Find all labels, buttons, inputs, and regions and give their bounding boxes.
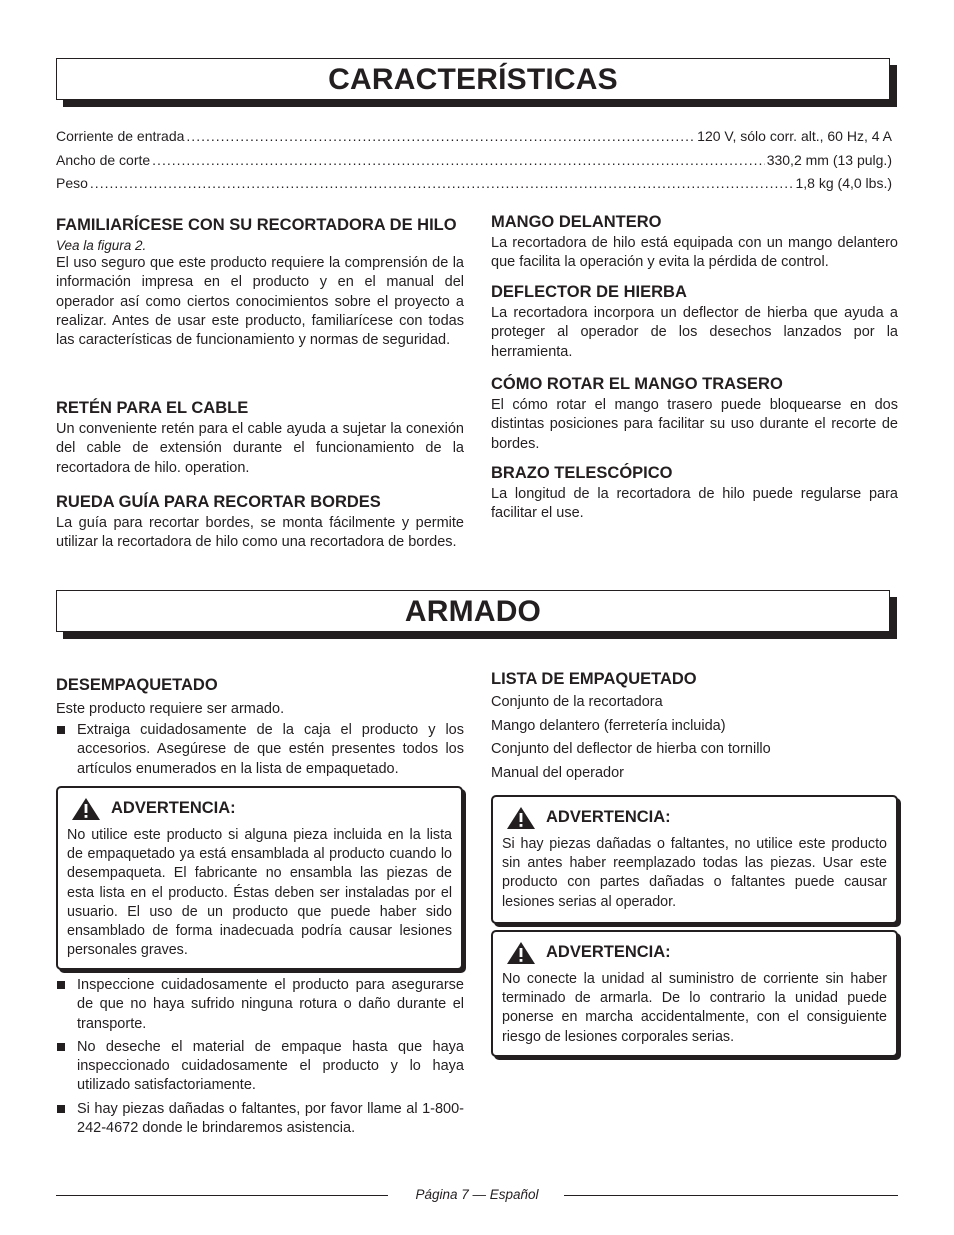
inspection-bullets	[56, 976, 464, 1142]
desempaquetado-heading: DESEMPAQUETADO	[56, 676, 218, 694]
deflector-section	[491, 281, 898, 362]
reten-heading: RETÉN PARA EL CABLE	[56, 399, 249, 417]
figure-reference: Vea la figura 2.	[56, 238, 147, 253]
lista-section	[491, 668, 898, 785]
lista-heading: LISTA DE EMPAQUETADO	[491, 670, 697, 688]
spec-row	[56, 175, 892, 199]
mango-section	[491, 211, 898, 273]
leader-dots	[152, 152, 765, 168]
spec-label: Ancho de corte	[56, 151, 151, 168]
brazo-section	[491, 462, 898, 524]
warning-header	[67, 796, 452, 822]
warning-box	[491, 795, 898, 924]
brazo-heading: BRAZO TELESCÓPICO	[491, 464, 673, 482]
warning-header	[502, 805, 887, 831]
list-item: Inspeccione cuidadosamente el producto para asegurarse de que no haya sufrido ninguna rotura o daño durante el transporte.	[56, 976, 464, 1034]
spec-label: Corriente de entrada	[56, 128, 185, 144]
footer-text-wrap	[56, 1185, 898, 1205]
warning-body: No utilice este producto si alguna pieza incluida en la lista de empaquetado ya está ensamblada al producto cuando lo desempaqueta. El fabricante no ensambla las piezas de esta lista en el producto. Éstas deben ser instaladas por el usuario. El uso de un producto que puede haber sido ensamblado de forma inadecuada podría causar lesiones personales graves.	[67, 827, 452, 959]
reten-section	[56, 397, 464, 478]
warning-triangle-icon	[506, 806, 536, 830]
lista-item: Conjunto del deflector de hierba con tornillo	[491, 741, 771, 757]
warning-body: No conecte la unidad al suministro de corriente sin haber terminado de armarla. De lo contrario la unidad puede ponerse en marcha accidentalmente, con el consiguiente riesgo de lesiones corporales serias.	[502, 971, 887, 1045]
rueda-body: La guía para recortar bordes, se monta fácilmente y permite utilizar la recortadora de hilo como una recortadora de bordes.	[56, 515, 464, 551]
mango-heading: MANGO DELANTERO	[491, 213, 662, 231]
deflector-body: La recortadora incorpora un deflector de hierba que ayuda a proteger al operador de los desechos lanzados por la herramienta.	[491, 305, 898, 360]
brazo-body: La longitud de la recortadora de hilo puede regularse para facilitar el use.	[491, 486, 898, 522]
rueda-section	[56, 491, 464, 553]
specs-list	[56, 128, 892, 199]
leader-dots	[186, 128, 695, 144]
list-item: Extraiga cuidadosamente de la caja el producto y los accesorios. Asegúrese de que estén presentes todos los artículos enumerados en la lista de empaquetado.	[56, 721, 464, 779]
lista-item: Manual del operador	[491, 764, 625, 781]
list-item: Si hay piezas dañadas o faltantes, por favor llame al 1-800-242-4672 donde le brindaremos asistencia.	[56, 1100, 464, 1139]
rotar-heading: CÓMO ROTAR EL MANGO TRASERO	[491, 375, 783, 393]
desempaquetado-intro: Este producto requiere ser armado.	[56, 701, 285, 717]
page-footer	[56, 1185, 898, 1205]
warning-box	[56, 786, 463, 970]
caracteristicas-title: CARACTERÍSTICAS	[56, 58, 890, 100]
spec-label: Peso	[56, 175, 88, 191]
spec-row	[56, 152, 892, 176]
familiarice-body: El uso seguro que este producto requiere la comprensión de la información impresa en el producto y en el manual del operador así como ciertos conocimientos sobre el proyecto a realizar. Antes de usar este producto, familiarícese con todas las características de funcionamiento y normas de seguridad.	[56, 255, 464, 349]
reten-body: Un conveniente retén para el cable ayuda a sujetar la conexión del cable de extensión durante el funcionamiento de la recortadora de hilo. operation.	[56, 421, 464, 476]
spec-value: 1,8 kg (4,0 lbs.)	[795, 175, 892, 191]
bullet-list	[56, 721, 464, 779]
mango-body: La recortadora de hilo está equipada con un mango delantero que facilita la operación y evita la pérdida de control.	[491, 235, 898, 271]
list-item: No deseche el material de empaque hasta que haya inspeccionado cuidadosamente el producto y lo haya utilizado satisfactoriamente.	[56, 1038, 464, 1096]
page-number: Página 7 — Español	[403, 1187, 550, 1202]
rotar-body: El cómo rotar el mango trasero puede bloquearse en dos distintas posiciones para facilitar su uso durante el recorte de bordes.	[491, 397, 898, 452]
lista-item: Mango delantero (ferretería incluida)	[491, 717, 726, 734]
warning-triangle-icon	[71, 797, 101, 821]
rotar-section	[491, 373, 898, 454]
familiarice-section	[56, 214, 464, 350]
warning-box	[491, 930, 898, 1057]
warning-triangle-icon	[506, 941, 536, 965]
warning-title: ADVERTENCIA:	[546, 808, 671, 827]
deflector-heading: DEFLECTOR DE HIERBA	[491, 283, 687, 301]
spec-value: 120 V, sólo corr. alt., 60 Hz, 4 A	[697, 128, 892, 144]
spec-row	[56, 128, 892, 152]
warning-title: ADVERTENCIA:	[546, 943, 671, 962]
leader-dots	[90, 175, 794, 191]
desempaquetado-section	[56, 674, 464, 783]
armado-title: ARMADO	[56, 590, 890, 632]
spec-value: 330,2 mm (13 pulg.)	[766, 151, 892, 168]
familiarice-heading: FAMILIARÍCESE CON SU RECORTADORA DE HILO	[56, 216, 457, 234]
warning-title: ADVERTENCIA:	[111, 799, 236, 818]
rueda-heading: RUEDA GUÍA PARA RECORTAR BORDES	[56, 493, 381, 511]
warning-body: Si hay piezas dañadas o faltantes, no utilice este producto sin antes haber reemplazado todas las piezas. Usar este producto con partes dañadas o faltantes puede causar lesiones serias al operador.	[502, 836, 887, 910]
bullet-list	[56, 976, 464, 1138]
lista-item: Conjunto de la recortadora	[491, 694, 663, 710]
warning-header	[502, 940, 887, 966]
